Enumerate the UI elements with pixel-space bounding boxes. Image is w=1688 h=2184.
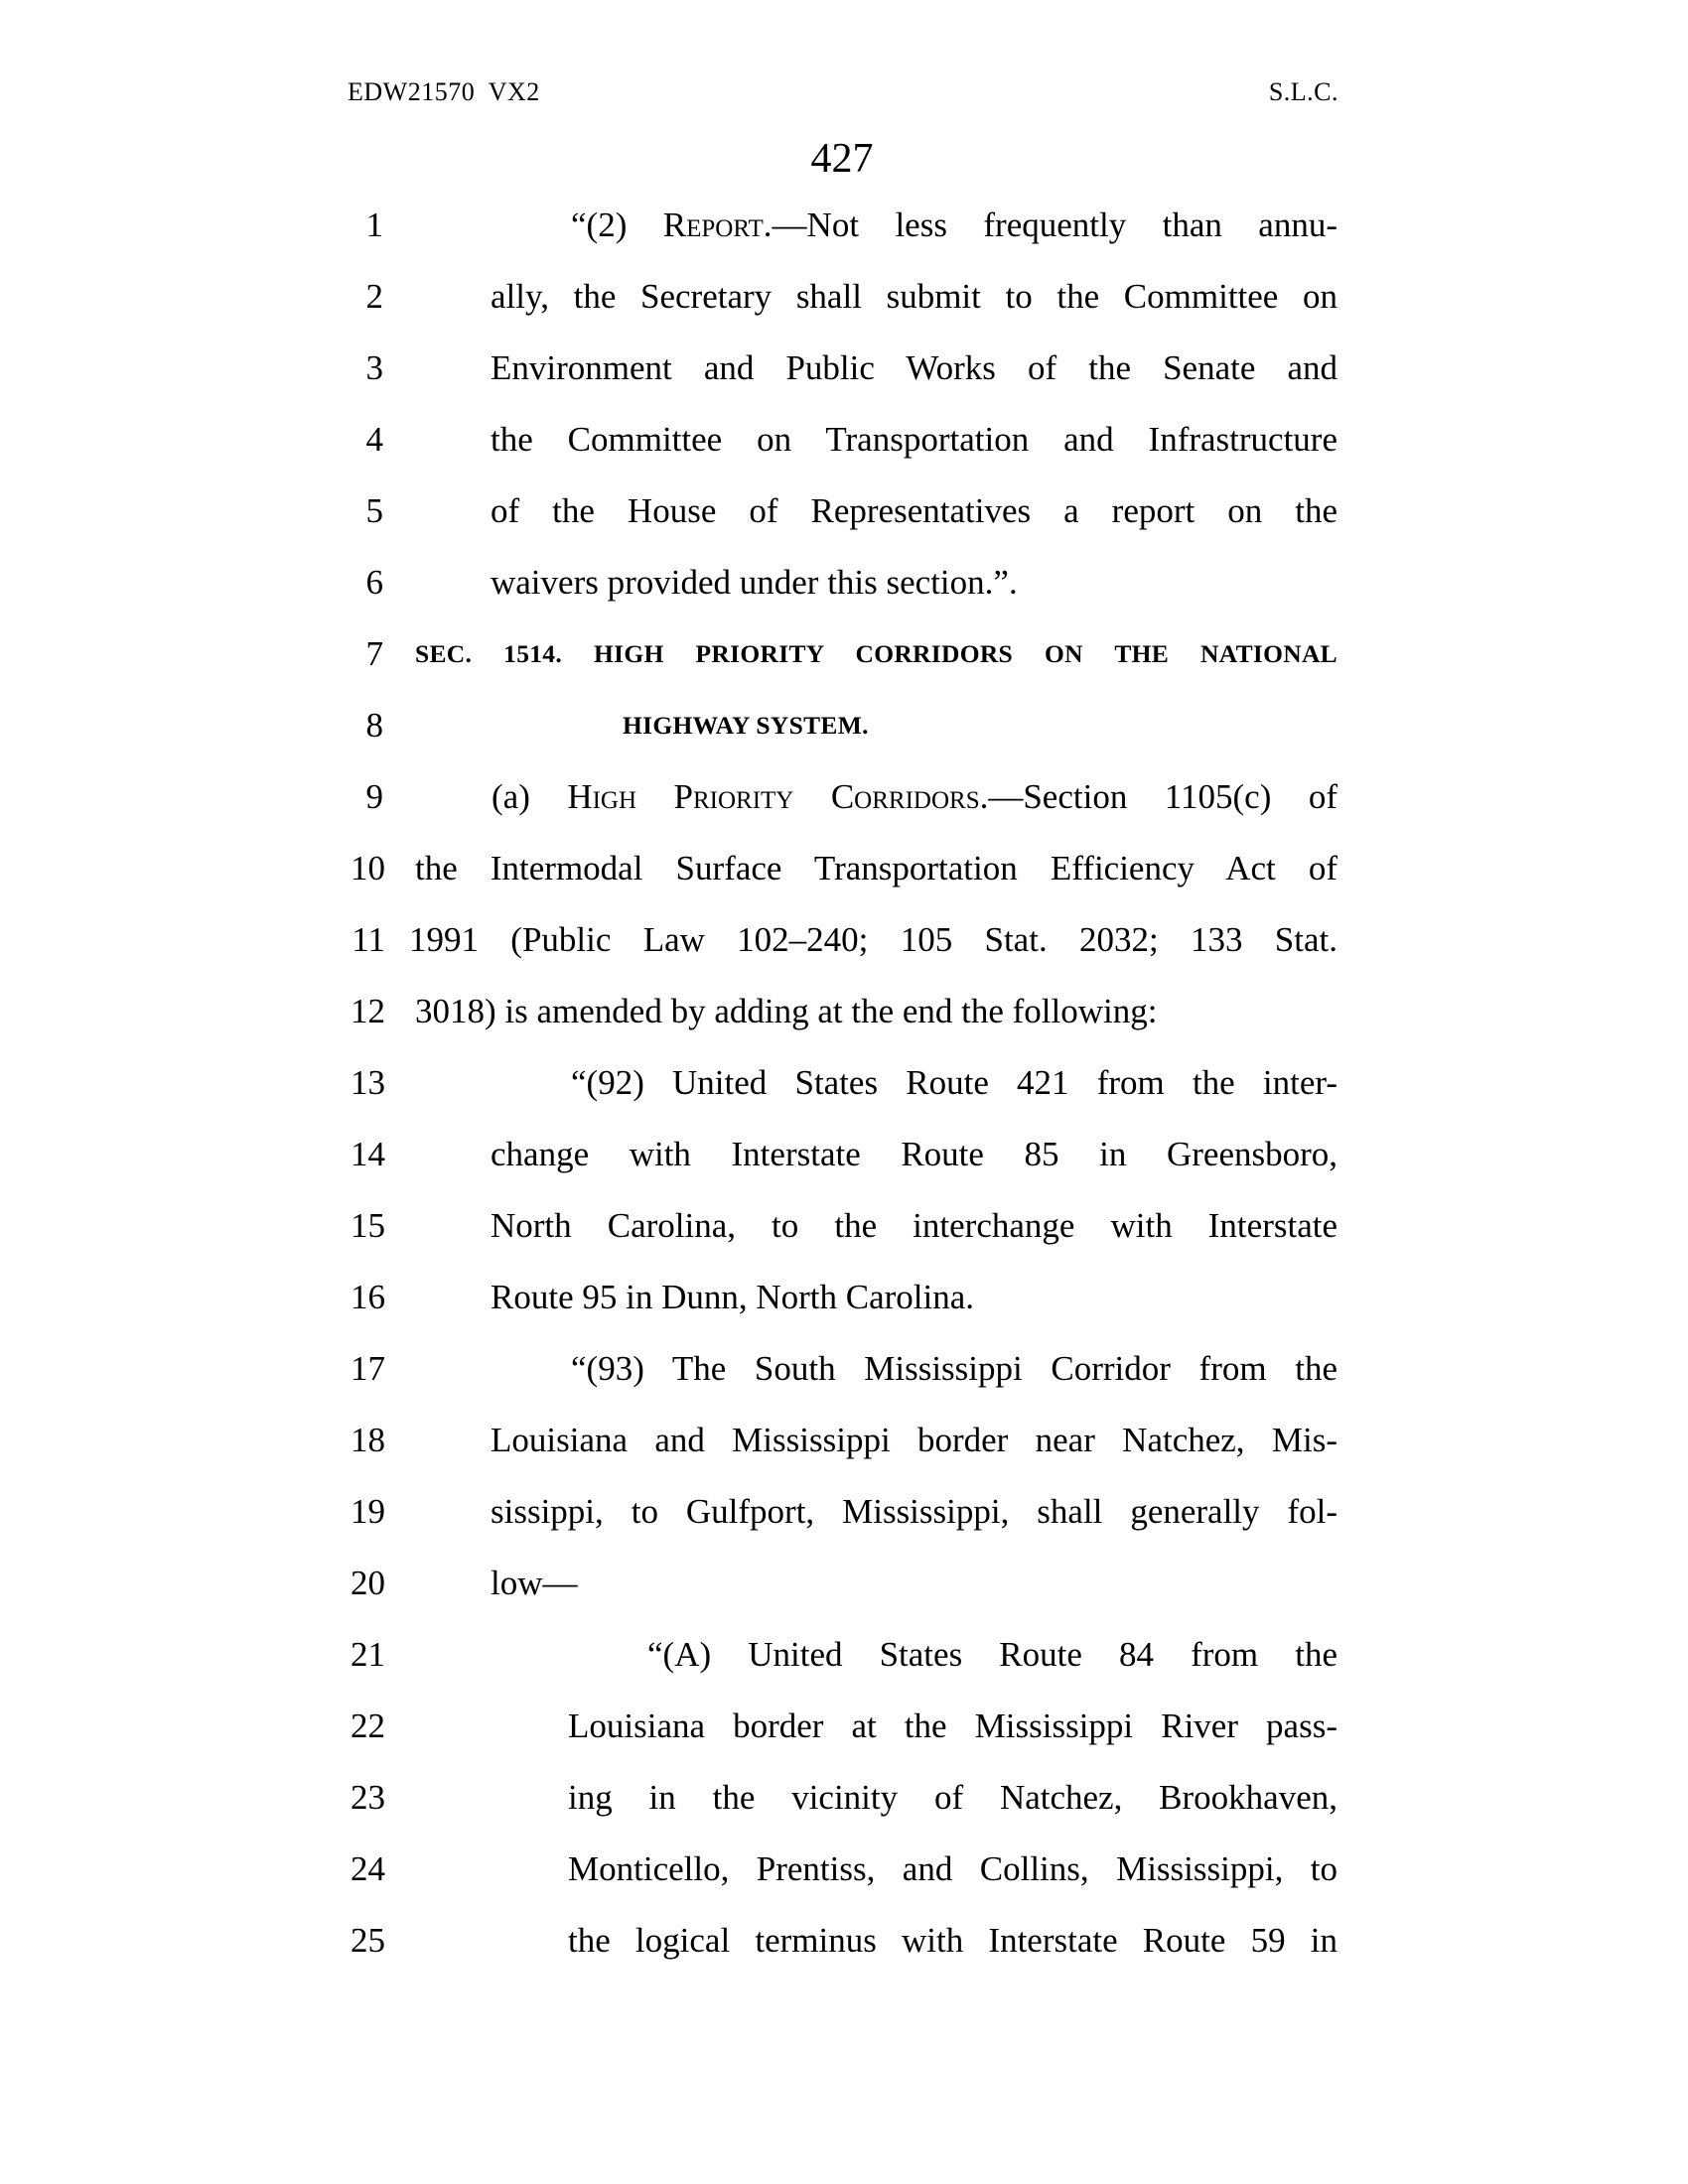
line-text (571, 1347, 1337, 1391)
text-run: of the House of Representatives a report on the (491, 491, 1337, 530)
line-number: 12 (351, 992, 385, 1030)
line-number: 9 (365, 777, 383, 816)
line-text (491, 1562, 578, 1605)
line-text (491, 561, 1018, 605)
section-heading-line (0, 632, 1688, 704)
text-line (0, 775, 1688, 847)
text-run: ing in the vicinity of Natchez, Brookhaven, (568, 1778, 1337, 1817)
line-number: 20 (351, 1564, 385, 1602)
text-line (0, 1776, 1688, 1847)
text-run: “(2) (571, 205, 663, 244)
line-text (491, 489, 1337, 533)
line-text (415, 990, 1157, 1033)
text-line (0, 1133, 1688, 1204)
text-run: the logical terminus with Interstate Route 59 in (568, 1921, 1337, 1960)
small-caps-heading: High Priority Corridors (567, 777, 980, 816)
line-number: 2 (365, 277, 383, 316)
text-run: 3018) is amended by adding at the end the following: (415, 992, 1158, 1030)
line-number: 18 (351, 1421, 385, 1459)
text-line (0, 1705, 1688, 1776)
text-run: change with Interstate Route 85 in Greensboro, (491, 1135, 1337, 1173)
line-number: 5 (365, 491, 383, 530)
text-run: Louisiana border at the Mississippi River pass- (568, 1706, 1337, 1745)
line-number: 7 (365, 634, 383, 673)
text-run: the Intermodal Surface Transportation Efficiency Act of (415, 849, 1337, 887)
text-line (0, 1847, 1688, 1919)
text-run: waivers provided under this section.”. (491, 563, 1018, 602)
line-number: 19 (351, 1492, 385, 1531)
line-text (415, 847, 1337, 890)
line-number: 1 (365, 205, 383, 244)
line-text (568, 1919, 1337, 1963)
section-heading-line (0, 704, 1688, 775)
text-run: “(93) The South Mississippi Corridor from the (571, 1349, 1337, 1388)
line-number: 23 (351, 1778, 385, 1817)
text-run: (a) (492, 777, 568, 816)
text-line (0, 990, 1688, 1061)
line-number: 24 (351, 1849, 385, 1888)
text-line (0, 418, 1688, 489)
line-text (568, 1776, 1337, 1820)
line-number: 11 (352, 920, 385, 959)
line-text (491, 1276, 974, 1319)
text-line (0, 1419, 1688, 1490)
text-run: “(A) United States Route 84 from the (647, 1635, 1337, 1674)
text-line (0, 489, 1688, 561)
line-number: 13 (351, 1063, 385, 1102)
text-line (0, 918, 1688, 990)
text-run: the Committee on Transportation and Infrastructure (491, 420, 1337, 459)
line-text (491, 418, 1337, 462)
line-text (492, 775, 1337, 819)
text-run: ally, the Secretary shall submit to the Committee on (491, 277, 1337, 316)
text-line (0, 1633, 1688, 1705)
line-number: 16 (351, 1278, 385, 1316)
line-text (571, 1061, 1337, 1105)
text-line (0, 1490, 1688, 1562)
text-run: 1991 (Public Law 102–240; 105 Stat. 2032; 133 Stat. (409, 920, 1337, 959)
line-number: 14 (351, 1135, 385, 1173)
text-line (0, 1204, 1688, 1276)
line-number: 4 (365, 420, 383, 459)
line-number: 17 (351, 1349, 385, 1388)
text-run: .—Not less frequently than annu- (763, 205, 1337, 244)
line-text (491, 1133, 1337, 1176)
line-number: 15 (351, 1206, 385, 1245)
line-number: 25 (351, 1921, 385, 1960)
text-run: SEC. 1514. HIGH PRIORITY CORRIDORS ON THE NATIONAL (415, 639, 1337, 668)
text-line (0, 1347, 1688, 1419)
section-heading-text (415, 632, 1337, 676)
document-id: EDW21570 VX2 (348, 77, 540, 106)
line-text (491, 275, 1337, 319)
line-text (647, 1633, 1337, 1677)
line-number: 8 (365, 706, 383, 745)
text-line (0, 1276, 1688, 1347)
line-number: 3 (365, 348, 383, 387)
text-line (0, 847, 1688, 918)
line-text (409, 918, 1337, 962)
text-run: Monticello, Prentiss, and Collins, Mississippi, to (568, 1849, 1337, 1888)
line-number: 10 (351, 849, 385, 887)
section-heading-text (623, 704, 869, 748)
text-run: “(92) United States Route 421 from the inter- (571, 1063, 1337, 1102)
line-text (568, 1705, 1337, 1748)
text-run: sissippi, to Gulfport, Mississippi, shall generally fol- (491, 1492, 1337, 1531)
text-line (0, 204, 1688, 275)
text-line (0, 275, 1688, 346)
text-run: Route 95 in Dunn, North Carolina. (491, 1278, 975, 1316)
line-number: 22 (351, 1706, 385, 1745)
text-run: Louisiana and Mississippi border near Natchez, Mis- (491, 1421, 1337, 1459)
line-number: 6 (365, 563, 383, 602)
line-text (491, 1490, 1337, 1534)
text-run: .—Section 1105(c) of (979, 777, 1337, 816)
line-text (568, 1847, 1337, 1891)
text-run: low— (491, 1564, 578, 1602)
line-text (491, 346, 1337, 390)
text-line (0, 346, 1688, 418)
line-number: 21 (351, 1635, 385, 1674)
small-caps-heading: Report (662, 205, 764, 244)
line-text (571, 204, 1337, 247)
page-number: 427 (810, 136, 874, 182)
text-line (0, 1919, 1688, 1990)
office-code: S.L.C. (1268, 77, 1338, 106)
text-run: HIGHWAY SYSTEM. (623, 711, 869, 740)
text-run: North Carolina, to the interchange with Interstate (491, 1206, 1337, 1245)
line-text (491, 1419, 1337, 1462)
line-text (491, 1204, 1337, 1248)
text-run: Environment and Public Works of the Senate and (491, 348, 1337, 387)
text-line (0, 561, 1688, 632)
text-line (0, 1061, 1688, 1133)
text-line (0, 1562, 1688, 1633)
